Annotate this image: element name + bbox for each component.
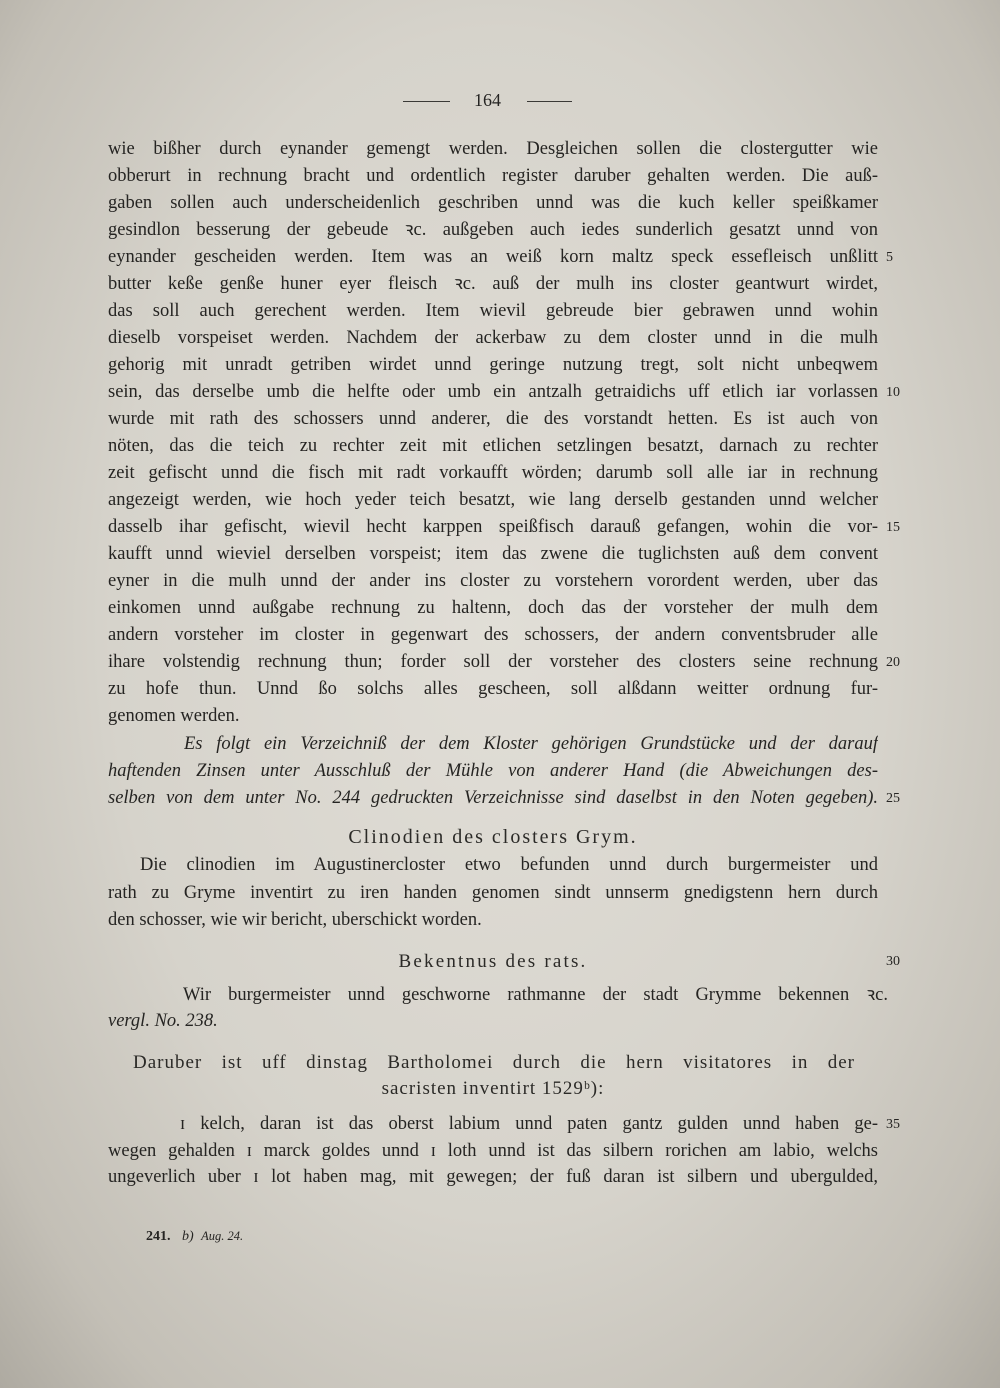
text-line: das soll auch gerechent werden. Item wievil gebreude bier gebrawen unnd wohin: [108, 301, 878, 321]
section-heading-inventory: Daruber ist uff dinstag Bartholomei durch die hern visitatores in der: [133, 1052, 855, 1073]
margin-line-number: 5: [886, 250, 893, 265]
text-line: Wir burgermeister unnd geschworne rathmanne der stadt Grymme bekennen ꝛc.: [183, 985, 888, 1005]
text-line: ihare volstendig rechnung thun; forder soll der vorsteher des closters seine rechnung: [108, 652, 878, 672]
text-line: dieselb vorspeiset werden. Nachdem der ackerbaw zu dem closter unnd in die mulh: [108, 328, 878, 348]
text-line: eyner in die mulh unnd der ander ins closter zu vorstehern vorordent werden, uber das: [108, 571, 878, 591]
text-line: den schosser, wie wir bericht, uberschickt worden.: [108, 910, 482, 930]
footnote: [146, 1224, 243, 1248]
editorial-note-line: Es folgt ein Verzeichniß der dem Kloster gehörigen Grundstücke und der darauf: [184, 734, 878, 754]
text-line: gaben sollen auch underscheidenlich geschriben unnd was die kuch keller speißkamer: [108, 193, 878, 213]
text-line: kaufft unnd wieviel derselben vorspeist; item das zwene die tuglichsten auß dem convent: [108, 544, 878, 564]
margin-line-number: 25: [886, 791, 900, 806]
text-line: andern vorsteher im closter in gegenwart des schossers, der andern conventsbruder alle: [108, 625, 878, 645]
text-line: sein, das derselbe umb die helfte oder umb ein antzalh getraidichs uff etlich iar vorlassen: [108, 382, 878, 402]
footnote-number: 241.: [146, 1229, 171, 1244]
text-line: gehorig mit unradt getriben wirdet unnd geringe nutzung tregt, solt nicht unbeqwem: [108, 355, 878, 375]
text-line: zeit gefischt unnd die fisch mit radt vorkaufft wörden; darumb soll alle iar in rechnung: [108, 463, 878, 483]
text-line: angezeigt werden, wie hoch yeder teich besatzt, wie lang derselb gestanden unnd welcher: [108, 490, 878, 510]
section-heading-clinodien: Clinodien des closters Grym.: [348, 826, 638, 848]
page-number: 164: [474, 90, 501, 110]
text-line: nöten, das die teich zu rechter zeit mit etlichen setzlingen besatzt, darnach zu rechter: [108, 436, 878, 456]
text-line: wurde mit rath des schossers unnd anderer, die des vorstandt hetten. Es ist auch von: [108, 409, 878, 429]
margin-line-number: 20: [886, 655, 900, 670]
text-line: einkomen unnd außgabe rechnung zu haltenn, doch das der vorsteher der mulh dem: [108, 598, 878, 618]
text-line: wie bißher durch eynander gemengt werden. Desgleichen sollen die clostergutter wie: [108, 139, 878, 159]
text-line: butter keße genße huner eyer fleisch ꝛc. auß der mulh ins closter geantwurt wirdet,: [108, 274, 878, 294]
text-line: gesindlon besserung der gebeude ꝛc. außgeben auch iedes sunderlich gesatzt unnd von: [108, 220, 878, 240]
footnote-mark: b): [182, 1229, 194, 1244]
header-dash-right: [527, 101, 572, 102]
text-line: genomen werden.: [108, 706, 240, 726]
editorial-note-line: selben von dem unter No. 244 gedruckten Verzeichnisse sind daselbst in den Noten gegeben).: [108, 788, 878, 808]
text-line: wegen gehalden ɪ marck goldes unnd ɪ loth unnd ist das silbern rorichen am labio, welchs: [108, 1141, 878, 1161]
cross-reference: vergl. No. 238.: [108, 1011, 218, 1031]
editorial-note-line: haftenden Zinsen unter Ausschluß der Mühle von anderer Hand (die Abweichungen des-: [108, 761, 878, 781]
text-line: Die clinodien im Augustinercloster etwo befunden unnd durch burgermeister und: [140, 855, 878, 875]
text-line: dasselb ihar gefischt, wievil hecht karppen speißfisch darauß gefangen, wohin die vor-: [108, 517, 878, 537]
section-heading-inventory-cont: sacristen inventirt 1529ᵇ):: [381, 1078, 605, 1099]
margin-line-number: 10: [886, 385, 900, 400]
text-line: obberurt in rechnung bracht und ordentlich register daruber gehalten werden. Die auß-: [108, 166, 878, 186]
text-line: eynander gescheiden werden. Item was an weiß korn maltz speck essefleisch unßlitt: [108, 247, 878, 267]
margin-line-number: 30: [886, 954, 900, 969]
text-line: ɪ kelch, daran ist das oberst labium unnd paten gantz gulden unnd haben ge-: [180, 1114, 878, 1134]
section-heading-bekentnus: Bekentnus des rats.: [398, 951, 588, 972]
text-line: rath zu Gryme inventirt zu iren handen genomen sindt unnserm gnedigstenn hern durch: [108, 883, 878, 903]
margin-line-number: 35: [886, 1117, 900, 1132]
text-line: zu hofe thun. Unnd ßo solchs alles gescheen, soll alßdann weitter ordnung fur-: [108, 679, 878, 699]
margin-line-number: 15: [886, 520, 900, 535]
footnote-text: Aug. 24.: [201, 1229, 244, 1243]
text-line: ungeverlich uber ɪ lot haben mag, mit gewegen; der fuß daran ist silbern und ubergulded,: [108, 1167, 878, 1187]
